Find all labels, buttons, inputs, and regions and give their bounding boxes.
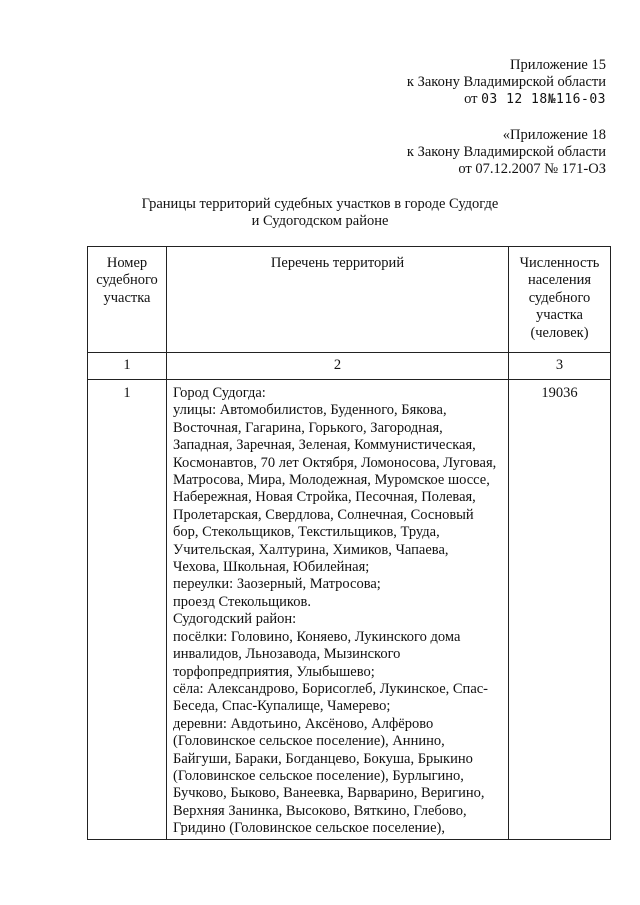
territory-line: переулки: Заозерный, Матросова; — [173, 576, 381, 593]
territory-line: Учительская, Халтурина, Химиков, Чапаева, — [173, 541, 449, 558]
territory-list — [167, 380, 509, 840]
appendix-date-line — [407, 91, 606, 108]
territory-line: бор, Стекольщиков, Текстильщиков, Труда, — [173, 524, 440, 541]
quoted-law-ref: к Закону Владимирской области — [406, 144, 606, 160]
territory-line: Матросова, Мира, Молодежная, Муромское шоссе, — [173, 472, 490, 489]
column-number: 2 — [167, 353, 509, 380]
handwritten-date-number: 03 12 18№116-03 — [481, 92, 606, 107]
territory-line: сёла: Александрово, Борисоглеб, Лукинское, Спас- — [173, 680, 489, 697]
territory-line: Беседа, Спас-Купалище, Чамерево; — [173, 698, 391, 715]
territory-line: деревни: Авдотьино, Аксёново, Алфёрово — [173, 715, 434, 732]
territory-line: улицы: Автомобилистов, Буденного, Бякова, — [173, 402, 447, 419]
territory-line: инвалидов, Льнозавода, Мызинского — [173, 646, 401, 663]
document-title — [0, 196, 640, 230]
territory-line: Гридино (Головинское сельское поселение), — [173, 820, 445, 837]
date-prefix: от — [464, 91, 478, 107]
appendix-law-ref: к Закону Владимирской области — [406, 74, 606, 90]
territory-line: Город Судогда: — [173, 385, 266, 401]
territory-line: Чехова, Школьная, Юбилейная; — [173, 559, 370, 576]
header-territories: Перечень территорий — [167, 247, 509, 353]
territory-line: Космонавтов, 70 лет Октября, Ломоносова, Луговая, — [173, 454, 497, 471]
title-line-1: Границы территорий судебных участков в городе Судогде — [141, 196, 499, 212]
territory-line: Верхняя Занинка, Высоково, Вяткино, Глебово, — [173, 802, 467, 819]
district-number: 1 — [88, 380, 167, 840]
quoted-date-line: от 07.12.2007 № 171-ОЗ — [458, 161, 606, 177]
territory-line: Судогодский район: — [173, 611, 297, 628]
header-population: Численность населения судебного участка (человек) — [509, 247, 611, 353]
quoted-appendix-header — [407, 127, 606, 178]
territory-line: (Головинское сельское поселение), Бурлыгино, — [173, 767, 464, 784]
quoted-appendix-number: «Приложение 18 — [502, 127, 606, 143]
territory-line: проезд Стекольщиков. — [173, 593, 311, 610]
column-number: 1 — [88, 353, 167, 380]
table-row — [88, 380, 611, 840]
territory-line: Пролетарская, Свердлова, Солнечная, Сосновый — [173, 506, 474, 523]
title-line-2: и Судогодском районе — [251, 213, 389, 229]
territory-line: Байгуши, Бараки, Богданцево, Бокуша, Брыкино — [173, 750, 473, 767]
districts-table — [87, 246, 611, 840]
territory-line: Западная, Заречная, Зеленая, Коммунистическая, — [173, 437, 476, 454]
table-header-row — [88, 247, 611, 353]
territory-line: Бучково, Быково, Ванеевка, Варварино, Веригино, — [173, 785, 485, 802]
column-number: 3 — [509, 353, 611, 380]
territory-line: (Головинское сельское поселение), Аннино, — [173, 733, 445, 750]
header-district-number: Номер судебного участка — [88, 247, 167, 353]
appendix-number: Приложение 15 — [510, 57, 606, 73]
column-number-row — [88, 353, 611, 380]
territory-line: торфопредприятия, Улыбышево; — [173, 663, 375, 680]
territory-line: посёлки: Головино, Коняево, Лукинского дома — [173, 628, 461, 645]
territory-line: Набережная, Новая Стройка, Песочная, Полевая, — [173, 489, 476, 506]
population-value: 19036 — [509, 380, 611, 840]
appendix-header — [407, 57, 606, 108]
territory-line: Восточная, Гагарина, Горького, Загородная, — [173, 419, 443, 436]
